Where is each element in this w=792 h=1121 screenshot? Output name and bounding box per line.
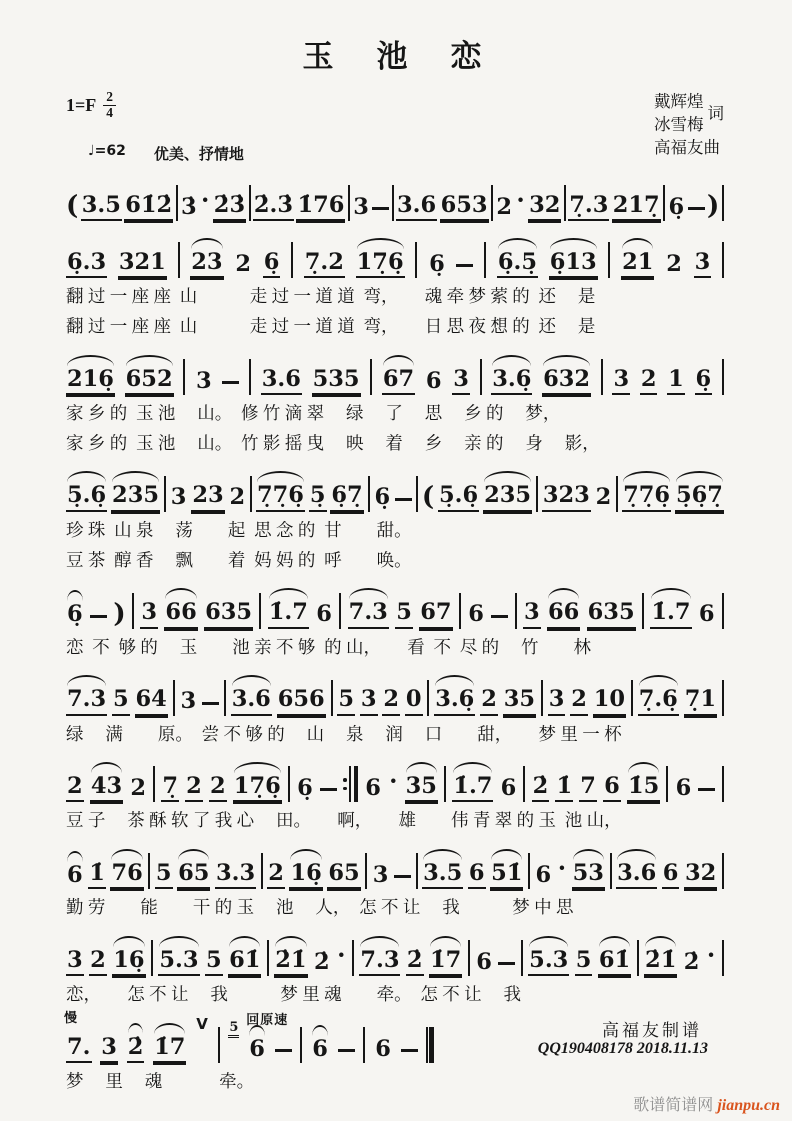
note-group: 3 bbox=[694, 251, 712, 279]
note-group: 3 bbox=[612, 368, 630, 396]
note-group: 23 bbox=[190, 251, 223, 279]
duration-dash bbox=[491, 615, 508, 618]
notation-line bbox=[66, 672, 724, 716]
note-group: 16̣ bbox=[289, 862, 322, 890]
note-group: 6̣.3 bbox=[66, 251, 107, 279]
note-group: 2̇ bbox=[406, 949, 424, 977]
duration-dash bbox=[338, 1049, 355, 1052]
notation-line bbox=[66, 585, 724, 629]
note-group: 535 bbox=[312, 368, 361, 396]
barline bbox=[224, 680, 226, 716]
note-group: 61̇ bbox=[598, 949, 631, 977]
barline bbox=[363, 1027, 365, 1063]
barline bbox=[250, 476, 252, 512]
barline bbox=[608, 242, 610, 278]
augmentation-dot: · bbox=[201, 185, 210, 215]
lyricist-suffix: 词 bbox=[707, 103, 724, 123]
note-group: 3.6 bbox=[396, 194, 437, 222]
note-group: 6 bbox=[603, 775, 621, 803]
note-group: 635 bbox=[587, 601, 636, 629]
barline bbox=[663, 185, 665, 221]
note-group: 7 bbox=[579, 775, 597, 803]
duration-dash bbox=[275, 1049, 292, 1052]
barline bbox=[291, 242, 293, 278]
note-group: 6 bbox=[662, 862, 680, 890]
note-group: 6̣ bbox=[297, 774, 313, 801]
barline bbox=[444, 766, 446, 802]
barline bbox=[178, 242, 180, 278]
note-group: 2 bbox=[66, 775, 84, 803]
note-group: 652 bbox=[125, 368, 174, 396]
system bbox=[66, 758, 724, 832]
note-group: 2 bbox=[209, 775, 227, 803]
barline bbox=[331, 680, 333, 716]
repeat-end-barline bbox=[343, 766, 358, 802]
engraver-credit: 高福友制谱 bbox=[602, 1021, 702, 1040]
notation-line bbox=[66, 177, 724, 221]
expression-marking: 优美、抒情地 bbox=[153, 147, 244, 164]
credits bbox=[654, 90, 724, 159]
barline bbox=[484, 242, 486, 278]
note-group: 7. 慢 bbox=[66, 1036, 92, 1064]
note-group: 3 bbox=[353, 193, 369, 220]
duration-dash bbox=[372, 207, 389, 210]
barline bbox=[427, 680, 429, 716]
note-group: 2 bbox=[229, 484, 246, 511]
note-group: 67 bbox=[419, 601, 452, 629]
barline bbox=[541, 680, 543, 716]
duration-dash bbox=[688, 207, 705, 210]
note-group: 7̣ bbox=[161, 775, 179, 803]
note-group: 3 bbox=[180, 688, 197, 714]
note-group: 2 bbox=[496, 193, 512, 220]
note-group: 635 bbox=[204, 601, 253, 629]
barline bbox=[365, 853, 367, 889]
barline bbox=[164, 476, 166, 512]
note-group: 65 bbox=[327, 862, 360, 890]
barline bbox=[173, 680, 175, 716]
grace-note: 5 bbox=[228, 1021, 239, 1038]
note-group: 5 bbox=[205, 949, 223, 977]
note-group: 61̇ bbox=[228, 949, 261, 977]
duration-dash bbox=[498, 962, 515, 965]
note-group: 6 bbox=[476, 948, 492, 975]
note-group: 2̇ bbox=[314, 948, 330, 975]
note-group: 6 bbox=[468, 601, 484, 628]
note-group: 5̣.6̣ bbox=[438, 484, 479, 512]
note-group: 6̣.5̣ bbox=[497, 251, 538, 279]
note-group: 235 bbox=[483, 484, 532, 512]
lyrics-row: 家 乡 的 玉 池 山。 修 竹 滴 翠 绿 了 思 乡 的 梦， bbox=[66, 403, 561, 424]
note-group: 2̇ bbox=[532, 775, 550, 803]
note-group: 23 bbox=[191, 484, 224, 512]
note-group: 3 bbox=[523, 601, 541, 629]
note-group: 1̇7 bbox=[153, 1036, 186, 1064]
repeat-thin-line bbox=[349, 766, 351, 802]
parenthesis: ) bbox=[113, 598, 126, 629]
barline bbox=[722, 242, 724, 278]
note-group: 2 bbox=[130, 774, 146, 801]
barline bbox=[415, 242, 417, 278]
barline bbox=[183, 359, 185, 395]
parenthesis: ( bbox=[421, 481, 435, 512]
barline bbox=[536, 476, 538, 512]
breath-mark: V bbox=[196, 1015, 208, 1033]
note-group: 5 bbox=[337, 688, 355, 716]
lyricist-1: 戴辉煌 bbox=[654, 92, 704, 112]
note-group: 5̣ bbox=[309, 484, 327, 512]
augmentation-dot: · bbox=[557, 853, 567, 883]
barline bbox=[368, 476, 370, 512]
lyrics-row: 绿 满 原。 尝 不 够 的 山 泉 润 口 甜， 梦 里 一 杯 bbox=[66, 723, 622, 744]
note-group: 3.3 bbox=[215, 862, 256, 890]
note-group: 66 bbox=[547, 601, 580, 629]
note-group: 6 bbox=[425, 367, 442, 394]
notation-line bbox=[66, 351, 724, 395]
note-group: 2 bbox=[640, 368, 658, 396]
notation-line bbox=[64, 1010, 434, 1063]
notation-line bbox=[66, 932, 724, 976]
lyrics-row: 梦 里 魂 牵。 bbox=[66, 1071, 255, 1091]
note-group: 653 bbox=[440, 194, 489, 222]
key-signature bbox=[66, 90, 116, 121]
note-group: 1̇ bbox=[555, 775, 573, 803]
note-group: 2̇.3̇ bbox=[253, 194, 294, 222]
barline bbox=[666, 766, 668, 802]
note-group: 2 bbox=[382, 688, 400, 716]
note-group: 3.6 bbox=[616, 862, 657, 890]
repeat-dots bbox=[343, 778, 347, 790]
note-group: 64 bbox=[135, 688, 168, 716]
note-group: 2 bbox=[89, 949, 107, 977]
barline bbox=[259, 593, 261, 629]
barline bbox=[416, 853, 418, 889]
barline bbox=[528, 853, 530, 889]
system bbox=[66, 672, 724, 746]
page-title: 玉 池 恋 bbox=[302, 39, 488, 74]
barline bbox=[339, 593, 341, 629]
note-group: 6̣ bbox=[263, 251, 281, 279]
duration-dash bbox=[90, 615, 107, 618]
duration-dash bbox=[394, 875, 411, 878]
barline bbox=[722, 853, 724, 889]
notation-line bbox=[66, 758, 724, 802]
note-group: 6 bbox=[312, 1035, 328, 1062]
note-group: 2̇ bbox=[683, 948, 700, 975]
augmentation-dot: · bbox=[516, 185, 525, 215]
note-group: 2 bbox=[267, 862, 285, 890]
augmentation-dot: · bbox=[706, 940, 716, 970]
note-group: 65 bbox=[177, 862, 210, 890]
note-group: 1̇76 bbox=[296, 194, 345, 222]
barline bbox=[523, 766, 525, 802]
barline bbox=[249, 185, 251, 221]
barline bbox=[148, 853, 150, 889]
note-group: 217̣ bbox=[612, 194, 661, 222]
barline bbox=[348, 185, 350, 221]
note-group: 7̣.3 bbox=[568, 194, 609, 222]
tempo-marking: ♩=62 bbox=[88, 143, 126, 160]
note-group: 216̣ bbox=[66, 368, 115, 396]
note-group: 2̇1̇ bbox=[644, 949, 677, 977]
note-group: 2 bbox=[570, 688, 588, 716]
site-watermark bbox=[633, 1092, 780, 1115]
lyrics-row: 恋， 怎 不 让 我 梦 里 魂 牵。 怎 不 让 我 bbox=[66, 984, 521, 1005]
watermark-domain-link[interactable]: jianpu.cn bbox=[717, 1097, 780, 1114]
duration-dash bbox=[698, 788, 715, 791]
barline bbox=[631, 680, 633, 716]
barline bbox=[267, 940, 269, 976]
note-group: 3.6̣ bbox=[491, 368, 532, 396]
barline bbox=[261, 853, 263, 889]
note-group: 61̇2̇ bbox=[124, 194, 173, 222]
note-group: 7̣1 bbox=[684, 688, 717, 716]
note-group: 5.3 bbox=[158, 949, 199, 977]
system bbox=[66, 932, 724, 1006]
duration-dash bbox=[401, 1049, 418, 1052]
time-signature-numerator: 2 bbox=[103, 90, 116, 106]
note-group: 3.6̣ bbox=[434, 688, 475, 716]
note-group: 0 bbox=[405, 688, 423, 716]
note-group: 321 bbox=[118, 251, 167, 279]
barline bbox=[610, 853, 612, 889]
note-group: 6 回原速 bbox=[246, 1012, 289, 1062]
duration-dash bbox=[456, 264, 473, 267]
note-group: 1̇.7 bbox=[268, 601, 309, 629]
watermark-site-name: 歌谱简谱网 bbox=[633, 1097, 714, 1114]
lyrics-row: 家 乡 的 玉 池 山。 竹 影 摇 曳 映 着 乡 亲 的 身 影， bbox=[66, 433, 600, 453]
note-group: 6̣ bbox=[668, 193, 685, 220]
note-group: 6 bbox=[67, 861, 83, 888]
note-group: 6̣ bbox=[374, 484, 391, 511]
barline bbox=[722, 593, 724, 629]
lyrics-row: 翻 过 一 座 座 山 走 过 一 道 道 弯， 魂 牵 梦 萦 的 还 是 bbox=[66, 286, 596, 307]
note-group: 32 bbox=[528, 194, 561, 222]
barline bbox=[515, 593, 517, 629]
barline bbox=[370, 359, 372, 395]
note-group: 32 bbox=[684, 862, 717, 890]
note-group: 6 bbox=[365, 774, 381, 801]
tempo-row bbox=[88, 143, 724, 164]
barline bbox=[218, 1027, 220, 1063]
barline bbox=[521, 940, 523, 976]
final-barline bbox=[426, 1027, 434, 1063]
barline bbox=[616, 476, 618, 512]
note-group: 7̣.6̣ bbox=[638, 688, 679, 716]
barline bbox=[176, 185, 178, 221]
note-group: 3 bbox=[360, 688, 378, 716]
note-group: 43 bbox=[90, 775, 123, 803]
notation-line bbox=[66, 468, 724, 512]
duration-dash bbox=[202, 702, 219, 705]
note-group: 7̣7̣6̣ bbox=[622, 484, 671, 512]
note-group: 5 bbox=[575, 949, 593, 977]
barline bbox=[722, 359, 724, 395]
note-group: 5.3 bbox=[528, 949, 569, 977]
key-text: 1=F bbox=[66, 94, 97, 115]
barline bbox=[352, 940, 354, 976]
note-group: 6 bbox=[375, 1035, 391, 1062]
note-group: 2̇3̇ bbox=[213, 194, 246, 222]
note-group: 6 bbox=[468, 862, 486, 890]
barline bbox=[722, 185, 724, 221]
lyricist-2: 冰雪梅 bbox=[654, 115, 704, 135]
duration-dash bbox=[395, 498, 412, 501]
note-group: 5̣6̣7̣ bbox=[675, 484, 724, 512]
barline bbox=[642, 593, 644, 629]
note-group: 3 bbox=[548, 688, 566, 716]
note-group: 323 bbox=[542, 484, 591, 512]
duration-dash bbox=[320, 788, 337, 791]
systems-area bbox=[66, 177, 724, 1093]
note-group: 35 bbox=[405, 775, 438, 803]
lyrics-row: 恋 不 够 的 玉 池 亲 不 够 的 山， 看 不 尽 的 竹 林 bbox=[66, 636, 591, 657]
note-group: 5 bbox=[155, 862, 173, 890]
note-group: 235 bbox=[111, 484, 160, 512]
barline bbox=[459, 593, 461, 629]
note-group: 6̣ bbox=[429, 250, 445, 277]
barline bbox=[637, 940, 639, 976]
note-group: 3 bbox=[196, 367, 212, 394]
barline bbox=[722, 680, 724, 716]
barline bbox=[392, 185, 394, 221]
note-group: 3 bbox=[452, 368, 470, 396]
note-group: 6 bbox=[675, 774, 692, 801]
lyrics-row: 翻 过 一 座 座 山 走 过 一 道 道 弯， 日 思 夜 想 的 还 是 bbox=[66, 316, 596, 337]
note-group: 67 bbox=[382, 368, 415, 396]
note-group: 7̣7̣6̣ bbox=[256, 484, 305, 512]
note-group: 51̇ bbox=[490, 862, 523, 890]
note-group: 7.3 bbox=[359, 949, 400, 977]
note-group: 3 bbox=[140, 601, 158, 629]
note-group: 3 bbox=[66, 949, 84, 977]
system bbox=[66, 351, 724, 455]
note-group: 3̇ bbox=[181, 193, 197, 220]
barline bbox=[722, 940, 724, 976]
system bbox=[66, 585, 724, 659]
credit-names bbox=[654, 90, 704, 136]
system bbox=[66, 234, 724, 338]
note-group: 6 bbox=[316, 601, 332, 628]
credits-lyricists bbox=[654, 90, 724, 136]
notation-line bbox=[66, 234, 724, 278]
lyrics-row: 豆 茶 醇 香 飘 着 妈 妈 的 呼 唤。 bbox=[66, 549, 412, 570]
repeat-thick-line bbox=[354, 766, 359, 802]
barline bbox=[249, 359, 251, 395]
note-group: 1̇5 bbox=[627, 775, 660, 803]
augmentation-dot: · bbox=[389, 766, 398, 796]
lyrics-row: 勤 劳 能 干 的 玉 池 人， 怎 不 让 我 梦 中 思 bbox=[66, 897, 574, 918]
time-signature bbox=[103, 90, 116, 121]
note-group: 3.5 bbox=[81, 194, 122, 222]
barline bbox=[722, 766, 724, 802]
note-group: 1 bbox=[667, 368, 685, 396]
note-group: 35 bbox=[503, 688, 536, 716]
note-group: 6̣13 bbox=[549, 251, 598, 279]
note-group: 3.6 bbox=[231, 688, 272, 716]
duration-dash bbox=[222, 381, 239, 384]
note-group: 6̣ bbox=[67, 601, 83, 628]
note-group: 6 bbox=[500, 774, 517, 801]
note-group: 21 bbox=[621, 251, 654, 279]
note-group: 16̣ bbox=[112, 949, 145, 977]
note-group: 2 bbox=[480, 688, 498, 716]
note-group: 2 bbox=[185, 775, 203, 803]
note-group: 17̣6̣ bbox=[356, 251, 405, 279]
lyrics-row: 珍 珠 山 泉 荡 起 思 念 的 甘 甜。 bbox=[66, 519, 412, 540]
note-group: 17̣6̣ bbox=[233, 775, 282, 803]
barline bbox=[601, 359, 603, 395]
tempo-annotation: 回原速 bbox=[246, 1012, 289, 1028]
note-group: 2 bbox=[235, 250, 251, 277]
note-group: 1̇.7 bbox=[650, 601, 691, 629]
barline bbox=[480, 359, 482, 395]
note-group: 7̣.2 bbox=[304, 251, 345, 279]
barline bbox=[153, 766, 155, 802]
note-group: 6 bbox=[698, 601, 715, 628]
note-group: 2̇ bbox=[127, 1036, 145, 1064]
system bbox=[66, 845, 724, 919]
note-group: 3 bbox=[372, 861, 389, 888]
notation-line bbox=[66, 845, 724, 889]
system bbox=[66, 177, 724, 221]
barline bbox=[564, 185, 566, 221]
barline bbox=[468, 940, 470, 976]
note-group: 2 bbox=[595, 484, 612, 511]
barline bbox=[151, 940, 153, 976]
note-group: 7.3 bbox=[348, 601, 389, 629]
augmentation-dot: · bbox=[337, 940, 346, 970]
system bbox=[66, 468, 724, 572]
lyrics-row: 豆 子 茶 酥 软 了 我 心 田。 啊， 雄 伟 青 翠 的 玉 池 山， bbox=[66, 810, 622, 831]
note-group: 76 bbox=[110, 862, 143, 890]
note-group: 5 bbox=[112, 688, 130, 716]
note-group: 66 bbox=[164, 601, 197, 629]
barline bbox=[300, 1027, 302, 1063]
note-group: 3.6 bbox=[261, 368, 302, 396]
note-group: 632 bbox=[542, 368, 591, 396]
note-group: 10 bbox=[593, 688, 626, 716]
note-group: 6̣7̣ bbox=[330, 484, 363, 512]
composer-credit: 高福友曲 bbox=[654, 138, 720, 158]
note-group: 1̇.7 bbox=[452, 775, 493, 803]
note-group: 5̣.6̣ bbox=[66, 484, 107, 512]
note-group: 7.3 bbox=[66, 688, 107, 716]
qq-date-line: QQ190408178 2018.11.13 bbox=[537, 1040, 708, 1057]
note-group: 3.5 bbox=[422, 862, 463, 890]
note-group: 6 bbox=[535, 861, 552, 888]
note-group: 53 bbox=[572, 862, 605, 890]
time-signature-denominator: 4 bbox=[106, 104, 114, 120]
parenthesis: ) bbox=[706, 191, 720, 222]
barline bbox=[132, 593, 134, 629]
parenthesis: ( bbox=[66, 191, 79, 222]
note-group: 5 bbox=[395, 601, 413, 629]
barline bbox=[416, 476, 418, 512]
note-group: 2̇1̇ bbox=[274, 949, 307, 977]
note-group: 6̣ bbox=[695, 368, 713, 396]
note-group: 2 bbox=[666, 250, 682, 277]
barline bbox=[491, 185, 493, 221]
tempo-annotation: 慢 bbox=[64, 1010, 79, 1026]
note-group: 3 bbox=[100, 1036, 118, 1064]
note-group: 1̇7 bbox=[429, 949, 462, 977]
barline bbox=[288, 766, 290, 802]
note-group: 1̇ bbox=[88, 862, 106, 890]
note-group: 656 bbox=[277, 688, 326, 716]
note-group: 3 bbox=[170, 484, 187, 511]
